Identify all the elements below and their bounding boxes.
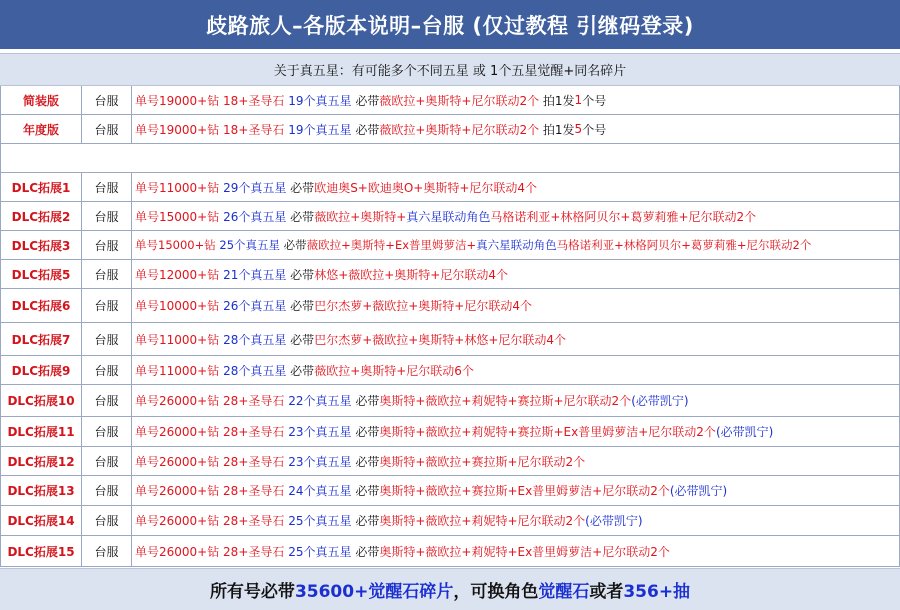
desc-price: 单号26000+钻 28+圣导石 [135,394,285,408]
desc-count: 1 [574,93,583,107]
footer-text: 所有号必带 [209,582,295,602]
version-description [132,447,900,475]
desc-units: 薇欧拉+奥斯特+Ex普里姆萝洁+ [306,238,477,252]
server-label: 台服 [82,506,132,535]
desc-collab: 真六星联动角色 [476,238,557,252]
desc-price: 单号19000+钻 18+圣导石 [135,122,285,137]
table-row [0,260,900,289]
desc-stars: 22个真五星 [288,394,352,408]
server-label: 台服 [82,86,132,114]
desc-must: 必带 [355,544,380,559]
table-row [0,115,900,144]
desc-must: 必带 [283,238,307,252]
desc-must: 必带 [355,484,380,498]
desc-units: 巴尔杰萝+薇欧拉+奥斯特+林悠+尼尔联动4个 [314,332,567,347]
desc-price: 单号11000+钻 [135,180,220,195]
version-description [132,202,900,230]
desc-must: 必带 [355,394,380,408]
table-row [0,86,900,115]
version-description [132,86,900,114]
table-row [0,536,900,567]
desc-stars: 21个真五星 [223,267,287,282]
desc-stars: 23个真五星 [288,425,352,439]
server-label: 台服 [82,202,132,230]
desc-note: (必带凯宁) [631,394,689,408]
desc-price: 单号26000+钻 28+圣导石 [135,454,285,469]
desc-units: 奥斯特+薇欧拉+莉妮特+Ex普里姆萝洁+尼尔联动2个 [379,544,670,559]
desc-units: 奥斯特+薇欧拉+莉妮特+尼尔联动2个 [379,514,586,528]
desc-price: 单号26000+钻 28+圣导石 [135,544,285,559]
desc-must: 必带 [290,267,315,282]
table-row [0,356,900,385]
desc-must: 必带 [290,332,315,347]
version-table [0,86,900,567]
desc-must: 必带 [290,209,315,224]
footer-shards: 35600+觉醒石碎片 [294,582,454,602]
version-label: DLC拓展2 [0,202,82,230]
desc-must: 必带 [355,122,380,137]
desc-units: 薇欧拉+奥斯特+ [314,209,407,224]
desc-stars: 28个真五星 [223,363,287,378]
version-description [132,260,900,288]
server-label: 台服 [82,231,132,259]
desc-must: 必带 [355,454,380,469]
version-label: DLC拓展1 [0,173,82,201]
footer-stone: 觉醒石 [538,582,590,602]
table-row [0,173,900,202]
version-label: 年度版 [0,115,82,143]
desc-units: 奥斯特+薇欧拉+莉妮特+赛拉斯+尼尔联动2个 [379,394,632,408]
desc-price: 单号11000+钻 [135,363,220,378]
desc-unit: 个号 [582,93,607,108]
version-description [132,289,900,322]
version-description [132,115,900,143]
version-description [132,385,900,416]
server-label: 台服 [82,115,132,143]
desc-units: 奥斯特+薇欧拉+赛拉斯+尼尔联动2个 [379,454,586,469]
empty-cell [0,144,900,172]
footer-text: ，可换角色 [453,582,539,602]
version-label: DLC拓展15 [0,536,82,566]
table-row [0,385,900,417]
desc-must: 必带 [290,299,315,313]
server-label: 台服 [82,289,132,322]
desc-note: (必带凯宁) [585,514,643,528]
version-description [132,173,900,201]
desc-price: 单号11000+钻 [135,332,220,347]
version-label: DLC拓展14 [0,506,82,535]
server-label: 台服 [82,356,132,384]
desc-must: 必带 [355,514,380,528]
desc-stars: 29个真五星 [223,180,287,195]
desc-stars: 26个真五星 [223,209,287,224]
desc-stars: 24个真五星 [288,484,352,498]
desc-units: 欧迪奥S+欧迪奥O+奥斯特+尼尔联动4个 [314,180,538,195]
server-label: 台服 [82,385,132,416]
desc-stars: 23个真五星 [288,454,352,469]
desc-must: 必带 [290,363,315,378]
desc-stars: 19个真五星 [288,93,352,108]
desc-must: 必带 [355,93,380,108]
desc-price: 单号26000+钻 28+圣导石 [135,425,285,439]
desc-batch: 拍1发 [542,122,575,137]
desc-collab: 真六星联动角色 [406,209,491,224]
desc-units: 薇欧拉+奥斯特+尼尔联动2个 [379,93,540,108]
desc-units: 薇欧拉+奥斯特+尼尔联动6个 [314,363,474,378]
version-label: DLC拓展11 [0,417,82,446]
table-row [0,506,900,536]
desc-price: 单号26000+钻 28+圣导石 [135,484,285,498]
desc-price: 单号15000+钻 [135,238,216,252]
version-label: DLC拓展6 [0,289,82,322]
desc-must: 必带 [290,180,315,195]
desc-units: 奥斯特+薇欧拉+莉妮特+赛拉斯+Ex普里姆萝洁+尼尔联动2个 [379,425,716,439]
desc-note: (必带凯宁) [715,425,774,439]
footer-text: 或者 [589,582,624,602]
desc-stars: 19个真五星 [288,122,352,137]
desc-units: 薇欧拉+奥斯特+尼尔联动2个 [379,122,540,137]
desc-stars: 28个真五星 [223,332,287,347]
table-row [0,476,900,506]
desc-batch: 拍1发 [542,93,575,108]
version-description [132,231,900,259]
desc-unit: 个号 [582,122,607,137]
desc-stars: 25个真五星 [219,238,281,252]
version-description [132,506,900,535]
table-row [0,289,900,323]
server-label: 台服 [82,323,132,355]
desc-units-extra: 马格诺利亚+林格阿贝尔+葛萝莉雅+尼尔联动2个 [556,238,812,252]
table-row [0,231,900,260]
version-label: DLC拓展13 [0,476,82,505]
desc-units: 巴尔杰萝+薇欧拉+奥斯特+尼尔联动4个 [314,299,532,313]
desc-stars: 25个真五星 [288,514,352,528]
server-label: 台服 [82,260,132,288]
desc-units: 林悠+薇欧拉+奥斯特+尼尔联动4个 [314,267,508,282]
version-description [132,476,900,505]
table-row [0,447,900,476]
server-label: 台服 [82,173,132,201]
footer-note [0,568,900,610]
server-label: 台服 [82,447,132,475]
desc-must: 必带 [355,425,380,439]
desc-price: 单号12000+钻 [135,267,220,282]
version-label: DLC拓展3 [0,231,82,259]
server-label: 台服 [82,417,132,446]
desc-price: 单号26000+钻 28+圣导石 [135,514,285,528]
desc-stars: 26个真五星 [223,299,287,313]
desc-price: 单号10000+钻 [135,299,220,313]
table-row [0,417,900,447]
desc-stars: 25个真五星 [288,544,352,559]
desc-units-extra: 马格诺利亚+林格阿贝尔+葛萝莉雅+尼尔联动2个 [490,209,757,224]
version-description [132,417,900,446]
version-description [132,536,900,566]
server-label: 台服 [82,476,132,505]
table-row [0,202,900,231]
desc-count: 5 [574,122,583,136]
version-description [132,323,900,355]
version-label: DLC拓展10 [0,385,82,416]
page-title: 歧路旅人–各版本说明–台服 (仅过教程 引继码登录) [0,0,900,49]
version-label: DLC拓展12 [0,447,82,475]
version-label: DLC拓展7 [0,323,82,355]
version-label: DLC拓展5 [0,260,82,288]
version-label: 简装版 [0,86,82,114]
footer-pulls: 356+抽 [623,582,691,602]
desc-units: 奥斯特+薇欧拉+赛拉斯+Ex普里姆萝洁+尼尔联动2个 [379,484,670,498]
desc-price: 单号19000+钻 18+圣导石 [135,93,285,108]
table-row [0,323,900,356]
desc-note: (必带凯宁) [669,484,728,498]
version-description [132,356,900,384]
version-label: DLC拓展9 [0,356,82,384]
empty-row [0,144,900,173]
five-star-note: 关于真五星：有可能多个不同五星 或 1个五星觉醒+同名碎片 [0,53,900,86]
desc-price: 单号15000+钻 [135,209,220,224]
server-label: 台服 [82,536,132,566]
